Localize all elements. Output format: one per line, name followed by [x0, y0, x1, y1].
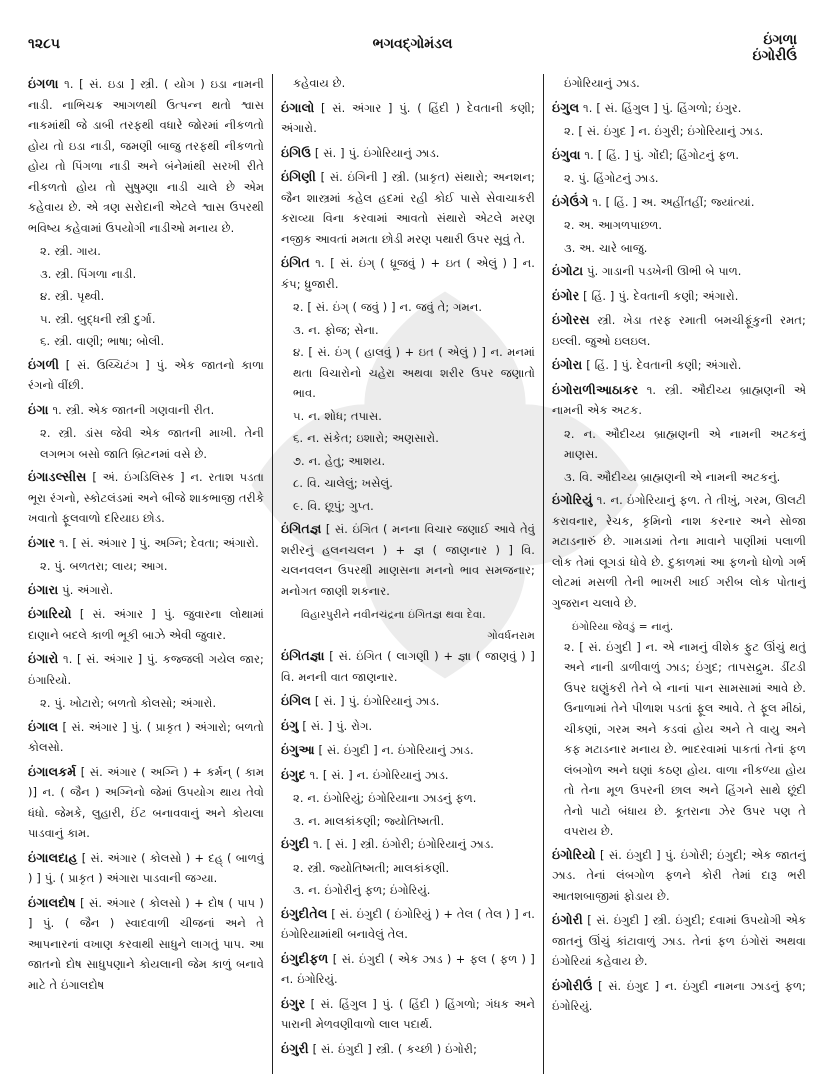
dictionary-entry	[281, 716, 535, 738]
definition-text: ૨. સ્ત્રી. ડાંસ જેવી એક જાતની માખી. તેની લગભગ બસો જાતિ બ્રિટનમાં વસે છે.	[40, 427, 264, 461]
definition-text: ૩. વિ. ઔદીચ્ય બ્રાહ્મણની એ નામની અટકનું.	[564, 470, 781, 484]
dictionary-entry	[281, 253, 535, 295]
definition-text: ૬. ન. સંકેત; ઇશારો; અણસારો.	[293, 432, 440, 445]
dictionary-entry	[281, 994, 535, 1036]
entry-sense	[28, 557, 264, 578]
headword: ઇંગોરિયો	[552, 846, 596, 862]
dictionary-entry	[281, 98, 535, 140]
definition-text: ૨. પું. ખોટારો; બળતો કોલસો; અંગારો.	[40, 697, 217, 710]
definition-text: ૬. સ્ત્રી. વાણી; ભાષા; બોલી.	[40, 335, 165, 348]
dictionary-entry	[28, 762, 264, 845]
definition-text: [ સં. ઇંગુદી ( ઇંગોરિયું ) + તેલ ( તેલ ) ] ન. ઇંગોરિયામાંથી બનાવેલું તેલ.	[281, 907, 536, 941]
dictionary-entry	[28, 604, 264, 646]
dictionary-entry	[281, 691, 535, 713]
dictionary-entry	[281, 740, 535, 762]
dictionary-entry	[28, 717, 264, 759]
headword: ઇંગોરા	[552, 357, 583, 372]
dictionary-entry	[28, 848, 264, 890]
dictionary-entry	[28, 533, 264, 555]
definition-text: [ સં. ઉચ્ચિટંગ ] પું. એક જાતનો કાળા રંગનો વીંછી.	[28, 358, 264, 392]
definition-text: ૭. ન. હેતુ; આશય.	[293, 454, 386, 468]
definition-text: [ સં. ઇંગુદી ] પું. ઇંગોરી; ઇંગુદી; એક જાતનું ઝાડ. તેનાં લંબગોળ ફળને કોરી તેમાં દારૂ ભરી આતશબાજીમાં ફોડાય છે.	[552, 848, 806, 903]
entry-sense	[281, 789, 535, 810]
definition-text: ૧. [ હિં. ] અ. અહીંતહીં; જ્યાંત્યાં.	[592, 195, 755, 209]
definition-text: ૫. ન. શોધ; તપાસ.	[293, 409, 383, 423]
headword: ઇંગોરિયું	[552, 492, 593, 507]
definition-text: ૨. ન. ઇંગોરિયું; ઇંગોરિયાના ઝાડનું ફળ.	[293, 792, 477, 805]
definition-text: ૨. [ સં. ઇંગ્ ( જવું ) ] ન. જવું તે; ગમન.	[293, 301, 483, 314]
definition-text: ૨. ન. ઔદીચ્ય બ્રાહ્મણની એ નામની અટકનું માણસ.	[564, 427, 806, 461]
entry-sense	[281, 321, 535, 342]
entry-sense	[281, 343, 535, 405]
entry-sense	[281, 452, 535, 473]
entry-sense	[28, 694, 264, 715]
dictionary-entry	[552, 910, 806, 973]
column-3	[544, 74, 806, 1074]
entry-sense	[281, 859, 535, 880]
dictionary-entry	[28, 467, 264, 530]
dictionary-entry	[281, 143, 535, 165]
definition-text: ૩. ન. ફોજ; સેના.	[293, 323, 379, 337]
dictionary-entry	[28, 400, 264, 422]
dictionary-entry	[552, 310, 806, 352]
headword: ઇંગુ	[281, 717, 299, 733]
definition-text: [ હિં. ] પું. દેવતાની કણી; અંગારો.	[583, 289, 739, 303]
definition-text: પું. અંગારો.	[62, 583, 114, 597]
definition-text: ૫. સ્ત્રી. બુદ્ધની સ્ત્રી દુર્ગા.	[40, 312, 156, 326]
dictionary-entry	[552, 355, 806, 377]
headword: ઇંગોરસ	[552, 312, 590, 327]
entry-sense	[28, 310, 264, 331]
definition-text: ૩. અ. ચારે બાજુ.	[564, 241, 648, 255]
definition-text: ૧. સ્ત્રી. ઔદીચ્ય બ્રાહ્મણની એ નામની એક અટક.	[552, 383, 806, 417]
definition-text: ૧. [ સં. અંગાર ] પું. અગ્નિ; દેવતા; અંગારો.	[59, 536, 259, 550]
entry-sense	[28, 242, 264, 263]
headword: ઇંગાલદાહ	[28, 849, 78, 865]
entry-sense	[28, 265, 264, 286]
dictionary-entry	[552, 192, 806, 214]
headword: ઇંગિતજ્ઞ	[281, 521, 322, 536]
definition-text: ૪. [ સં. ઇંગ્ ( હાલવું ) + ઇત ( એલું ) ] ન. મનમાં થતા વિચારોનો ચહેરા અથવા શરીર ઉપર જણાતો ભાવ.	[293, 346, 535, 400]
headword: ઇંગાલ	[28, 718, 59, 734]
definition-text: [ સં. અંગાર ( કોલસો ) + દોષ ( પાપ ) ] પું. ( જૈન ) સ્વાદવાળી ચીજનાં અને તે આપનારનાં વખાણ કરવાથી સાધુને લાગતું પાપ. આ જાતનો દોષ સાધુપણાને કોયલાની જેમ કાળું બનાવે માટે તે ઇંગાલદોષ	[28, 896, 264, 992]
headword: ઇંગિતજ્ઞા	[281, 648, 325, 663]
definition-text: ૨. સ્ત્રી. ગાય.	[40, 245, 102, 258]
headword: ઇંગળી	[28, 356, 60, 372]
running-title: ભગવદ્ગોમંડલ	[372, 36, 453, 52]
definition-text: ઇંગોરિયાનું ઝાડ.	[564, 77, 640, 90]
headword: ઇંગિઉ	[281, 144, 312, 160]
definition-text: [ સં. હિંગુલ ] પું. ( હિંદી ) હિંગળો; ગંધક અને પારાની મેળવણીવાળો લાલ પદાર્થ.	[281, 997, 535, 1031]
definition-text: કહેવાય છે.	[293, 77, 346, 90]
definition-text: [ અં. ઇંગડિલિસ્ક ] ન. રતાશ પડતા ભૂરા રંગનો, સ્કોટલંડમાં અને બીજે શાકભાજી તરીકે ખવાતો ફૂલવાળો દરિયાઇ છોડ.	[28, 471, 264, 525]
dictionary-entry	[281, 904, 535, 946]
dictionary-entry	[552, 286, 806, 308]
headword: ઇંગિત	[281, 255, 310, 270]
entry-sense	[28, 424, 264, 465]
dictionary-entry	[552, 261, 806, 283]
definition-text: ૧. ન. ઇંગોરિયાનું ફળ. તે તીખું, ગરમ, ઊલટી કરાવનાર, રેચક, કૃમિનો નાશ કરનાર અને સોજા મટાડનારું છે. ગામડામાં તેના માવાને પાણીમાં પલાળી લોક તેમાં લૂગડાં ધોવે છે. દુકાળમાં આ ફળનો ધોળો ગર્ભ લોટમાં મસળી તેની ભાખરી ખાઈ ગરીબ લોક પોતાનું ગુજરાન ચલાવે છે.	[552, 494, 806, 610]
definition-text: [ સં. ઇંગિત ( મનના વિચાર જણાઈ આવે તેવું શરીરનું હલનચલન ) + જ્ઞ ( જાણનાર ) ] વિ. ચલનવલન ઉપરથી માણસના મનનો ભાવ સમજનાર; મનોગત જાણી શકનાર.	[281, 523, 535, 598]
entry-sense	[281, 812, 535, 833]
headword: ઇંગાલો	[281, 99, 315, 115]
definition-text: સ્ત્રી. ખેડા તરફ રમાતી બમચીફૂંકુની રમત; ઇલ્લી. જુઓ ઇલઇલ.	[552, 314, 806, 348]
headword: ઇંગારા	[28, 581, 59, 597]
headword: ઇંગોરી	[552, 912, 583, 927]
dictionary-entry	[552, 380, 806, 422]
dictionary-entry	[552, 490, 806, 614]
definition-text: ૨. પું. હિંગોટનું ઝાડ.	[564, 172, 659, 185]
dictionary-columns	[28, 74, 806, 1074]
column-2	[272, 74, 544, 1074]
entry-sense	[552, 216, 806, 237]
definition-text: [ હિં. ] પું. દેવતાની કણી; અંગારો.	[586, 359, 742, 372]
definition-text: ૧. [ સં. હિંગુલ ] પું. હિંગળો; ઇંગુર.	[583, 101, 742, 115]
entry-sense	[552, 425, 806, 466]
definition-text: ૨. સ્ત્રી. જ્યોતિષ્મતી; માલકાંકણી.	[293, 861, 450, 875]
entry-sense	[552, 638, 806, 843]
headword: ઇંગુદી	[281, 836, 310, 851]
entry-sense	[281, 497, 535, 518]
headword: ઇંગાર	[28, 534, 56, 550]
entry-sense	[281, 74, 535, 95]
dictionary-entry	[552, 976, 806, 1018]
entry-sense	[552, 122, 806, 143]
headword: ઇંગુવા	[552, 146, 581, 162]
definition-text: [ સં. અંગાર ( કોલસો ) + દહ્ ( બાળવું ) ] પું. ( પ્રાકૃત ) અંગારા પાડવાની જગ્યા.	[28, 851, 265, 885]
dictionary-entry	[281, 519, 535, 602]
headword: ઇંગોટા	[552, 263, 584, 278]
dictionary-entry	[28, 893, 264, 997]
dictionary-entry	[28, 355, 264, 397]
definition-text: ૧. સ્ત્રી. એક જાતની ગણવાની રીત.	[52, 403, 215, 417]
entry-sense	[552, 169, 806, 190]
headword: ઇંગાલકર્મ	[28, 763, 77, 779]
entry-sense	[281, 881, 535, 902]
entry-sense	[552, 468, 806, 489]
dictionary-entry	[281, 167, 535, 250]
definition-text: ૩. ન. માલકાંકણી; જ્યોતિષ્મતી.	[293, 814, 445, 828]
entry-sense	[281, 429, 535, 450]
headword: ઇંગોરાળીઆઠાકર	[552, 381, 639, 397]
entry-sense	[28, 287, 264, 308]
entry-sense	[281, 407, 535, 428]
entry-sense	[552, 74, 806, 95]
definition-text: ૩. ન. ઇંગોરીનું ફળ; ઇંગોરિયું.	[293, 884, 431, 897]
definition-text: [ સં. ઇંગુદ ] ન. ઇંગુદી નામના ઝાડનું ફળ; ઇંગોરિયું.	[552, 979, 806, 1013]
dictionary-entry	[28, 580, 264, 602]
definition-text: [ સં. ઇંગિની ] સ્ત્રી. (પ્રાકૃત) સંથારો; અનશન; જૈન શાસ્ત્રમાં કહેલ હદમાં રહી કોઈ પાસે સેવાચાકરી કરાવ્યા વિના કરવામાં આવતો સંથારો એટલે મરણ નજીક આવતાં મમતા છોડી મરણ પથારી ઉપર સૂવું તે.	[281, 171, 535, 246]
headword: ઇંગુદીતેલ	[281, 905, 328, 921]
definition-text: પું. ગાડાની પડખેની ઊભી બે પાળ.	[587, 265, 742, 278]
definition-text: ૪. સ્ત્રી. પૃથ્વી.	[40, 290, 105, 303]
usage-quote: વિહારપુરીને નવીનચંદ્રના ઇંગિતજ્ઞ થવા દેવા.	[301, 609, 486, 621]
definition-text: ૯. વિ. છૂપું; ગુપ્ત.	[293, 499, 374, 513]
headword: ઇંગુદ	[281, 766, 306, 782]
quote-author: ગોવર્ધનરામ	[487, 629, 535, 642]
headword: ઇંગાલદોષ	[28, 894, 76, 910]
headword: ઇંગિલ	[281, 693, 312, 708]
definition-text: ૧. [ સં. ] ન. ઇંગોરિયાનું ઝાડ.	[309, 768, 449, 782]
definition-text: [ સં. ] પું. ઇંગોરિયાનું ઝાડ.	[314, 695, 440, 708]
definition-text: ૨. [ સં. ઇંગુદી ] ન. એ નામનું વીશેક ફુટ ઊંચું થતું અને નાની ડાળીવાળું ઝાડ; ઇંગુદ; તાપસદ્રુમ. ડીંટડી ઉપર ઘણુંકરી તેને બે નાનાં પાન સામસામાં આવે છે. ઉનાળામાં તેને પીળાશ પડતાં ફૂલ આવે. તે ફૂલ મીઠાં, ચીકણાં, ગરમ અને કડવાં હોય અને તે વાયુ અને કફ મટાડનાર મનાય છે. ભાદરવામાં પાકતાં તેનાં ફળ લંબગોળ અને ઘણાં કઠણ હોય. વાળા નીકળ્યા હોય તો તેના મૂળ ઉપરની છાલ અને હિંગને સાથે છૂંદી તેનો પાટો બંધાય છે. કૂતરાના ઝેર ઉપર પણ તે વપરાય છે.	[564, 640, 806, 838]
definition-text: [ સં. અંગાર ] પું. ( હિંદી ) દેવતાની કણી; અંગારો.	[281, 101, 535, 135]
headword: ઇંગળા	[28, 76, 59, 91]
definition-text: ૨. [ સં. ઇંગુદ ] ન. ઇંગુરી; ઇંગોરિયાનું ઝાડ.	[564, 125, 764, 138]
dictionary-entry	[28, 649, 264, 691]
definition-text: [ સં. ઇંગુદી ( એક ઝાડ ) + ફલ ( ફળ ) ] ન. ઇંગોરિયું.	[281, 952, 535, 986]
headword: ઇંગાડલ્સીસ	[28, 469, 87, 484]
headword: ઇંગુલ	[552, 99, 580, 115]
headword: ઇંગુઆ	[281, 742, 315, 757]
entry-sense	[281, 474, 535, 495]
definition-text: ૧. [ સં. અંગાર ] પું. કજ્જલી ગયેલ જાર; ઇંગારિયો.	[28, 653, 265, 687]
entry-sense	[281, 298, 535, 319]
dictionary-entry	[281, 949, 535, 991]
definition-text: ૧. [ હિં. ] પું. ગોંદી; હિંગોટનું ફળ.	[584, 148, 740, 162]
definition-text: ૩. સ્ત્રી. પિંગળા નાડી.	[40, 267, 137, 281]
headword: ઇંગેઉંગે	[552, 193, 589, 209]
dictionary-entry	[281, 646, 535, 688]
dictionary-entry	[28, 74, 264, 239]
definition-text: [ સં. ઇંગુદી ] ન. ઇંગોરિયાનું ઝાડ.	[318, 744, 474, 757]
page-header	[0, 30, 825, 70]
dictionary-entry	[552, 145, 806, 167]
dictionary-entry	[281, 1039, 535, 1061]
headword: ઇંગિણી	[281, 169, 317, 184]
guide-words	[752, 32, 797, 64]
entry-sense	[552, 239, 806, 260]
definition-text: [ સં. અંગાર ] પું. ( પ્રાકૃત ) અંગારો; બળતો કોલસો.	[28, 720, 264, 754]
definition-text: [ સં. અંગાર ] પું. જુવારના લોથામાં દાણાને બદલે કાળી ભૂકી બાઝે એવી જુવાર.	[28, 608, 264, 642]
page-number: ૧૨૮૫	[28, 36, 60, 52]
guide-word-first: ઇંગળા	[763, 32, 797, 48]
definition-text: [ સં. ઇંગુદી ] સ્ત્રી. ઇંગુદી; દવામાં ઉપયોગી એક જાતનું ઊંચું કાંટાવાળું ઝાડ. તેનાં ફળ ઇંગોરાં અથવા ઇંગોરિયાં કહેવાય છે.	[552, 914, 806, 968]
definition-text: [ સં. ઇંગુદી ] સ્ત્રી. ( કચ્છી ) ઇંગોરી;	[312, 1042, 478, 1056]
definition-text: [ સં. ] પું. રોગ.	[302, 719, 373, 733]
definition-text: [ સં. ] પું. ઇંગોરિયાનું ઝાડ.	[314, 146, 440, 160]
headword: ઇંગોરીઉં	[552, 977, 593, 993]
headword: ઇંગા	[28, 401, 49, 417]
headword: ઇંગોર	[552, 287, 580, 303]
entry-sense	[28, 332, 264, 353]
headword: ઇંગારિયો	[28, 606, 72, 621]
dictionary-entry	[281, 834, 535, 856]
headword: ઇંગુરી	[281, 1040, 309, 1056]
usage-quote: ઇંગોરિયા જેવડું = નાનું.	[572, 621, 674, 633]
definition-text: ૨. અ. આગળપાછળ.	[564, 219, 663, 232]
headword: ઇંગારો	[28, 651, 59, 666]
dictionary-entry	[552, 845, 806, 908]
definition-text: ૧. [ સં. ઇંગ્ ( ધ્રૂજવું ) + ઇત ( એલું ) ] ન. કંપ; ધ્રુજારી.	[281, 257, 535, 291]
definition-text: [ સં. ઇંગિત ( લાગણી ) + જ્ઞા ( જાણવું ) ] વિ. મનની વાત જાણનાર.	[281, 650, 535, 684]
definition-text: [ સં. અંગાર ( અગ્નિ ) + કર્મન્ ( કામ )] ન. ( જૈન ) અગ્નિનો જેમાં ઉપયોગ થાય તેવો ધંધો. જેમકે, લુહારી, ઈંટ બનાવવાનું અને કોયલા પાડવાનું કામ.	[28, 765, 265, 840]
headword: ઇંગુર	[281, 995, 306, 1011]
definition-text: ૨. પું. બળતરા; લાય; આગ.	[40, 560, 168, 573]
dictionary-entry	[281, 765, 535, 787]
dictionary-entry	[552, 98, 806, 120]
definition-text: ૧. [ સં. ] સ્ત્રી. ઇંગોરી; ઇંગોરિયાનું ઝાડ.	[313, 838, 495, 851]
definition-text: ૧. [ સં. ઇડા ] સ્ત્રી. ( યોગ ) ઇડા નામની નાડી. નાભિચક્ર આગળથી ઉત્પન્ન થતો શ્વાસ નાકમાંથી જે ડાબી તરફથી વધારે જોરમાં નીકળતો હોય તો ઇડા નાડી, જમણી બાજુ તરફથી નીકળતો હોય તો પિંગળા નાડી અને બંનેમાંથી સરખી રીતે નીકળતો હોય તો સુષુમ્ણા નાડી ચાલે છે એમ કહેવાય છે. એ ત્રણ સરોદાની એટલે શ્વાસ ઉપરથી ભવિષ્ય કહેવામાં ઉપયોગી નાડીઓ મનાય છે.	[28, 78, 264, 235]
column-1	[28, 74, 272, 1074]
guide-word-last: ઇંગોરીઉં	[752, 48, 797, 64]
definition-text: ૮. વિ. ચાલેલું; ખસેલું.	[293, 477, 394, 490]
headword: ઇંગુદીફળ	[281, 950, 329, 966]
